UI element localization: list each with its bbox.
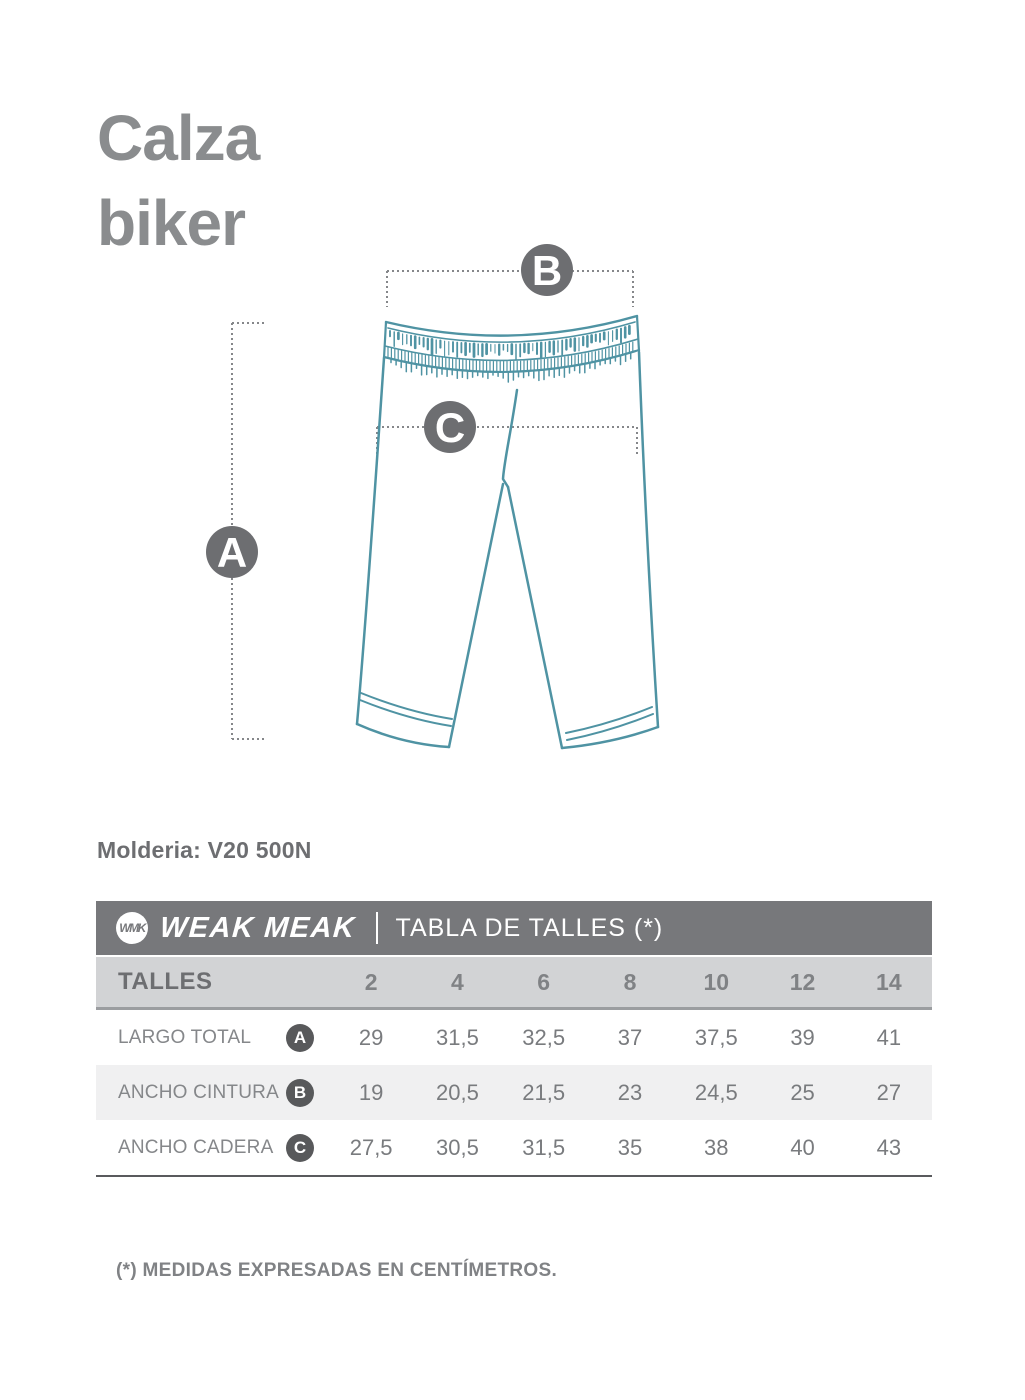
measure-markers [206,244,573,578]
measure-value: 32,5 [522,1024,566,1050]
measure-a-badge: A [286,1024,314,1052]
header-divider [376,912,378,944]
measure-c-badge: C [286,1134,314,1162]
table-row-largo-total [96,1010,932,1065]
size-col-header: 10 [703,968,730,995]
size-col-header: 2 [364,968,378,995]
table-row-ancho-cintura [96,1065,932,1120]
measure-value: 41 [876,1024,902,1050]
measure-value: 37 [617,1024,643,1050]
table-title: TABLA DE TALLES (*) [395,913,664,942]
measure-value: 25 [790,1079,815,1105]
measure-b-letter: B [531,247,563,294]
measure-value: 21,5 [522,1079,566,1105]
page-title-line1: Calza [97,102,260,174]
measure-value: 24,5 [694,1079,738,1105]
measure-value: 27 [876,1079,902,1105]
measure-value: 38 [704,1134,729,1160]
brand-logo-icon: WMK [116,912,148,944]
measure-dotted-lines [232,271,637,739]
measure-value: 23 [617,1079,643,1105]
right-leg-inner-seam [508,487,562,748]
measure-value: 29 [358,1024,384,1050]
pants-drawing [357,316,658,748]
row-label: ANCHO CINTURA [118,1081,279,1103]
measure-value: 43 [876,1134,902,1160]
hem-stitch-lines [360,693,653,740]
measure-value: 35 [617,1134,643,1160]
row-label: LARGO TOTAL [118,1026,252,1048]
size-table [96,901,932,1177]
left-leg-inner-seam [449,484,503,747]
measure-value: 39 [790,1024,815,1050]
molderia-reference: Molderia: V20 500N [97,837,312,863]
size-col-header: 12 [789,968,816,995]
measure-a-letter: A [216,529,248,576]
sizes-header-row [96,957,932,1010]
units-footnote: (*) MEDIDAS EXPRESADAS EN CENTÍMETROS. [116,1260,558,1281]
measure-value: 19 [358,1079,384,1105]
measure-value: 20,5 [436,1079,479,1105]
size-col-header: 4 [451,968,464,995]
measure-value: 31,5 [436,1024,479,1050]
size-col-header: 6 [537,968,551,995]
row-label: ANCHO CADERA [118,1136,274,1158]
measure-value: 40 [790,1134,815,1160]
measure-value: 27,5 [349,1134,393,1160]
right-leg-outer-seam [639,352,658,727]
left-leg-outer-seam [357,358,384,724]
left-leg-hem [357,724,449,747]
pants-measurement-diagram [200,240,680,780]
brand-name: WEAK MEAK [158,911,357,944]
size-col-header: 8 [623,968,637,995]
table-row-ancho-cadera [96,1120,932,1175]
measure-value: 31,5 [522,1134,566,1160]
measure-value: 30,5 [436,1134,479,1160]
measure-b-badge: B [286,1079,314,1107]
measure-c-letter: C [434,404,466,451]
table-header-bar [96,901,932,955]
measure-value: 37,5 [694,1024,738,1050]
page-title-line2: biker [97,187,245,259]
sizes-label: TALLES [118,968,213,995]
center-seam [503,390,517,487]
size-col-header: 14 [876,968,902,995]
